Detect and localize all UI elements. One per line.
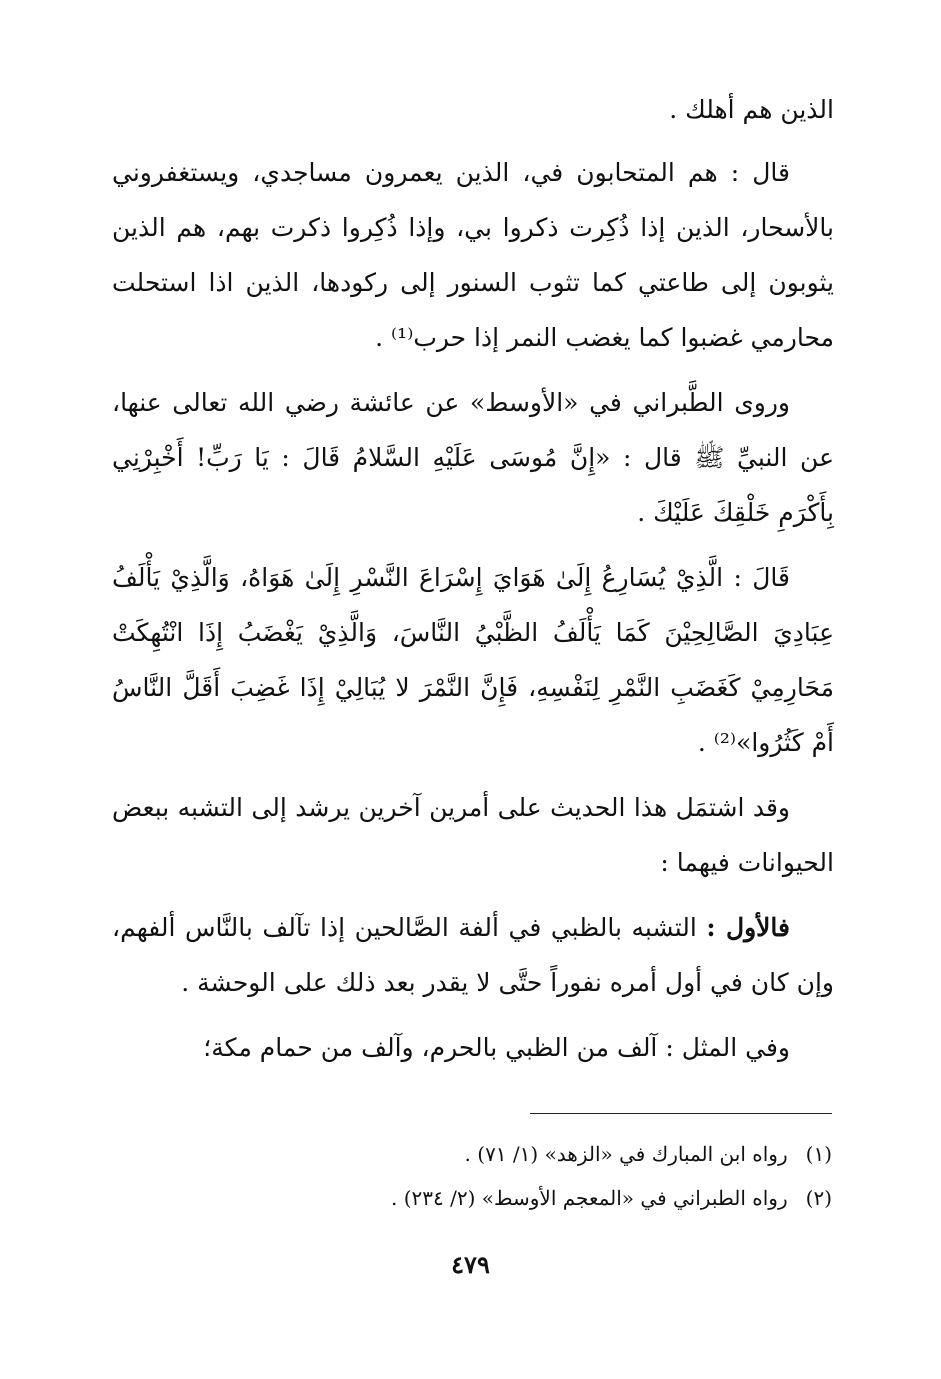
footnote-number: (١) [805,1142,832,1166]
footnote-1 [200,1132,832,1176]
footnote-2 [200,1176,832,1220]
footnotes [200,1132,832,1220]
paragraph-tabarani-narration: وروى الطَّبراني في «الأوسط» عن عائشة رضي الله تعالى عنها، عن النبيِّ ﷺ قال : «إِنَّ مُوسَى عَلَيْهِ السَّلامُ قَالَ : يَا رَبِّ! أَخْبِرْنِي بِأَكْرَمِ خَلْقِكَ عَلَيْكَ . [112,388,834,527]
footnote-text: رواه ابن المبارك في «الزهد» (١/ ٧١) . [464,1142,788,1166]
footnote-separator [530,1113,832,1114]
footnote-number: (٢) [805,1186,832,1210]
paragraph-hadith-text: قَالَ : الَّذِيْ يُسَارِعُ إِلَىٰ هَوَايَ إِسْرَاعَ النَّسْرِ إِلَىٰ هَوَاهُ، وَالَّذِيْ يَأْلَفُ عِبَادِيَ الصَّالِحِيْنَ كَمَا يَأْلَفُ الظَّبْيُ النَّاسَ، وَالَّذِيْ يَغْضَبُ إِذَا انْتُهِكَتْ مَحَارِمِيْ كَغَضَبِ النَّمْرِ لِنَفْسِهِ، فَإِنَّ النَّمْرَ لا يُبَالِيْ إِذَا غَضِبَ أَقَلَّ النَّاسُ أَمْ كَثُرُوا»⁽²⁾ . [112,563,834,757]
first-matter-text: التشبه بالظبي في ألفة الصَّالحين إذا تآلف بالنَّاس ألفهم، وإن كان في أول أمره نفوراً حتَّى لا يقدر بعد ذلك على الوحشة . [112,913,834,997]
page-number: ٤٧٩ [451,1250,490,1279]
paragraph-two-matters: وقد اشتمَل هذا الحديث على أمرين آخرين يرشد إلى التشبه ببعض الحيوانات فيهما : [112,793,834,877]
paragraph-hadith-answer: قال : هم المتحابون في، الذين يعمرون مساجدي، ويستغفروني بالأسحار، الذين إذا ذُكِرت ذكروا بي، وإذا ذُكِروا ذكرت بهم، هم الذين يثوبون إلى طاعتي كما تثوب السنور إلى ركودها، الذين اذا استحلت محارمي غضبوا كما يغضب النمر إذا حرب⁽¹⁾ . [112,158,834,352]
main-text [112,82,834,1085]
first-matter-lead: فالأول : [706,913,791,942]
footnote-text: رواه الطبراني في «المعجم الأوسط» (٢/ ٢٣٤) . [390,1186,788,1210]
paragraph-continuation: الذين هم أهلك . [669,95,834,124]
paragraph-first-matter [112,900,834,1010]
paragraph-proverb: وفي المثل : آلف من الظبي بالحرم، وآلف من حمام مكة؛ [203,1033,790,1062]
